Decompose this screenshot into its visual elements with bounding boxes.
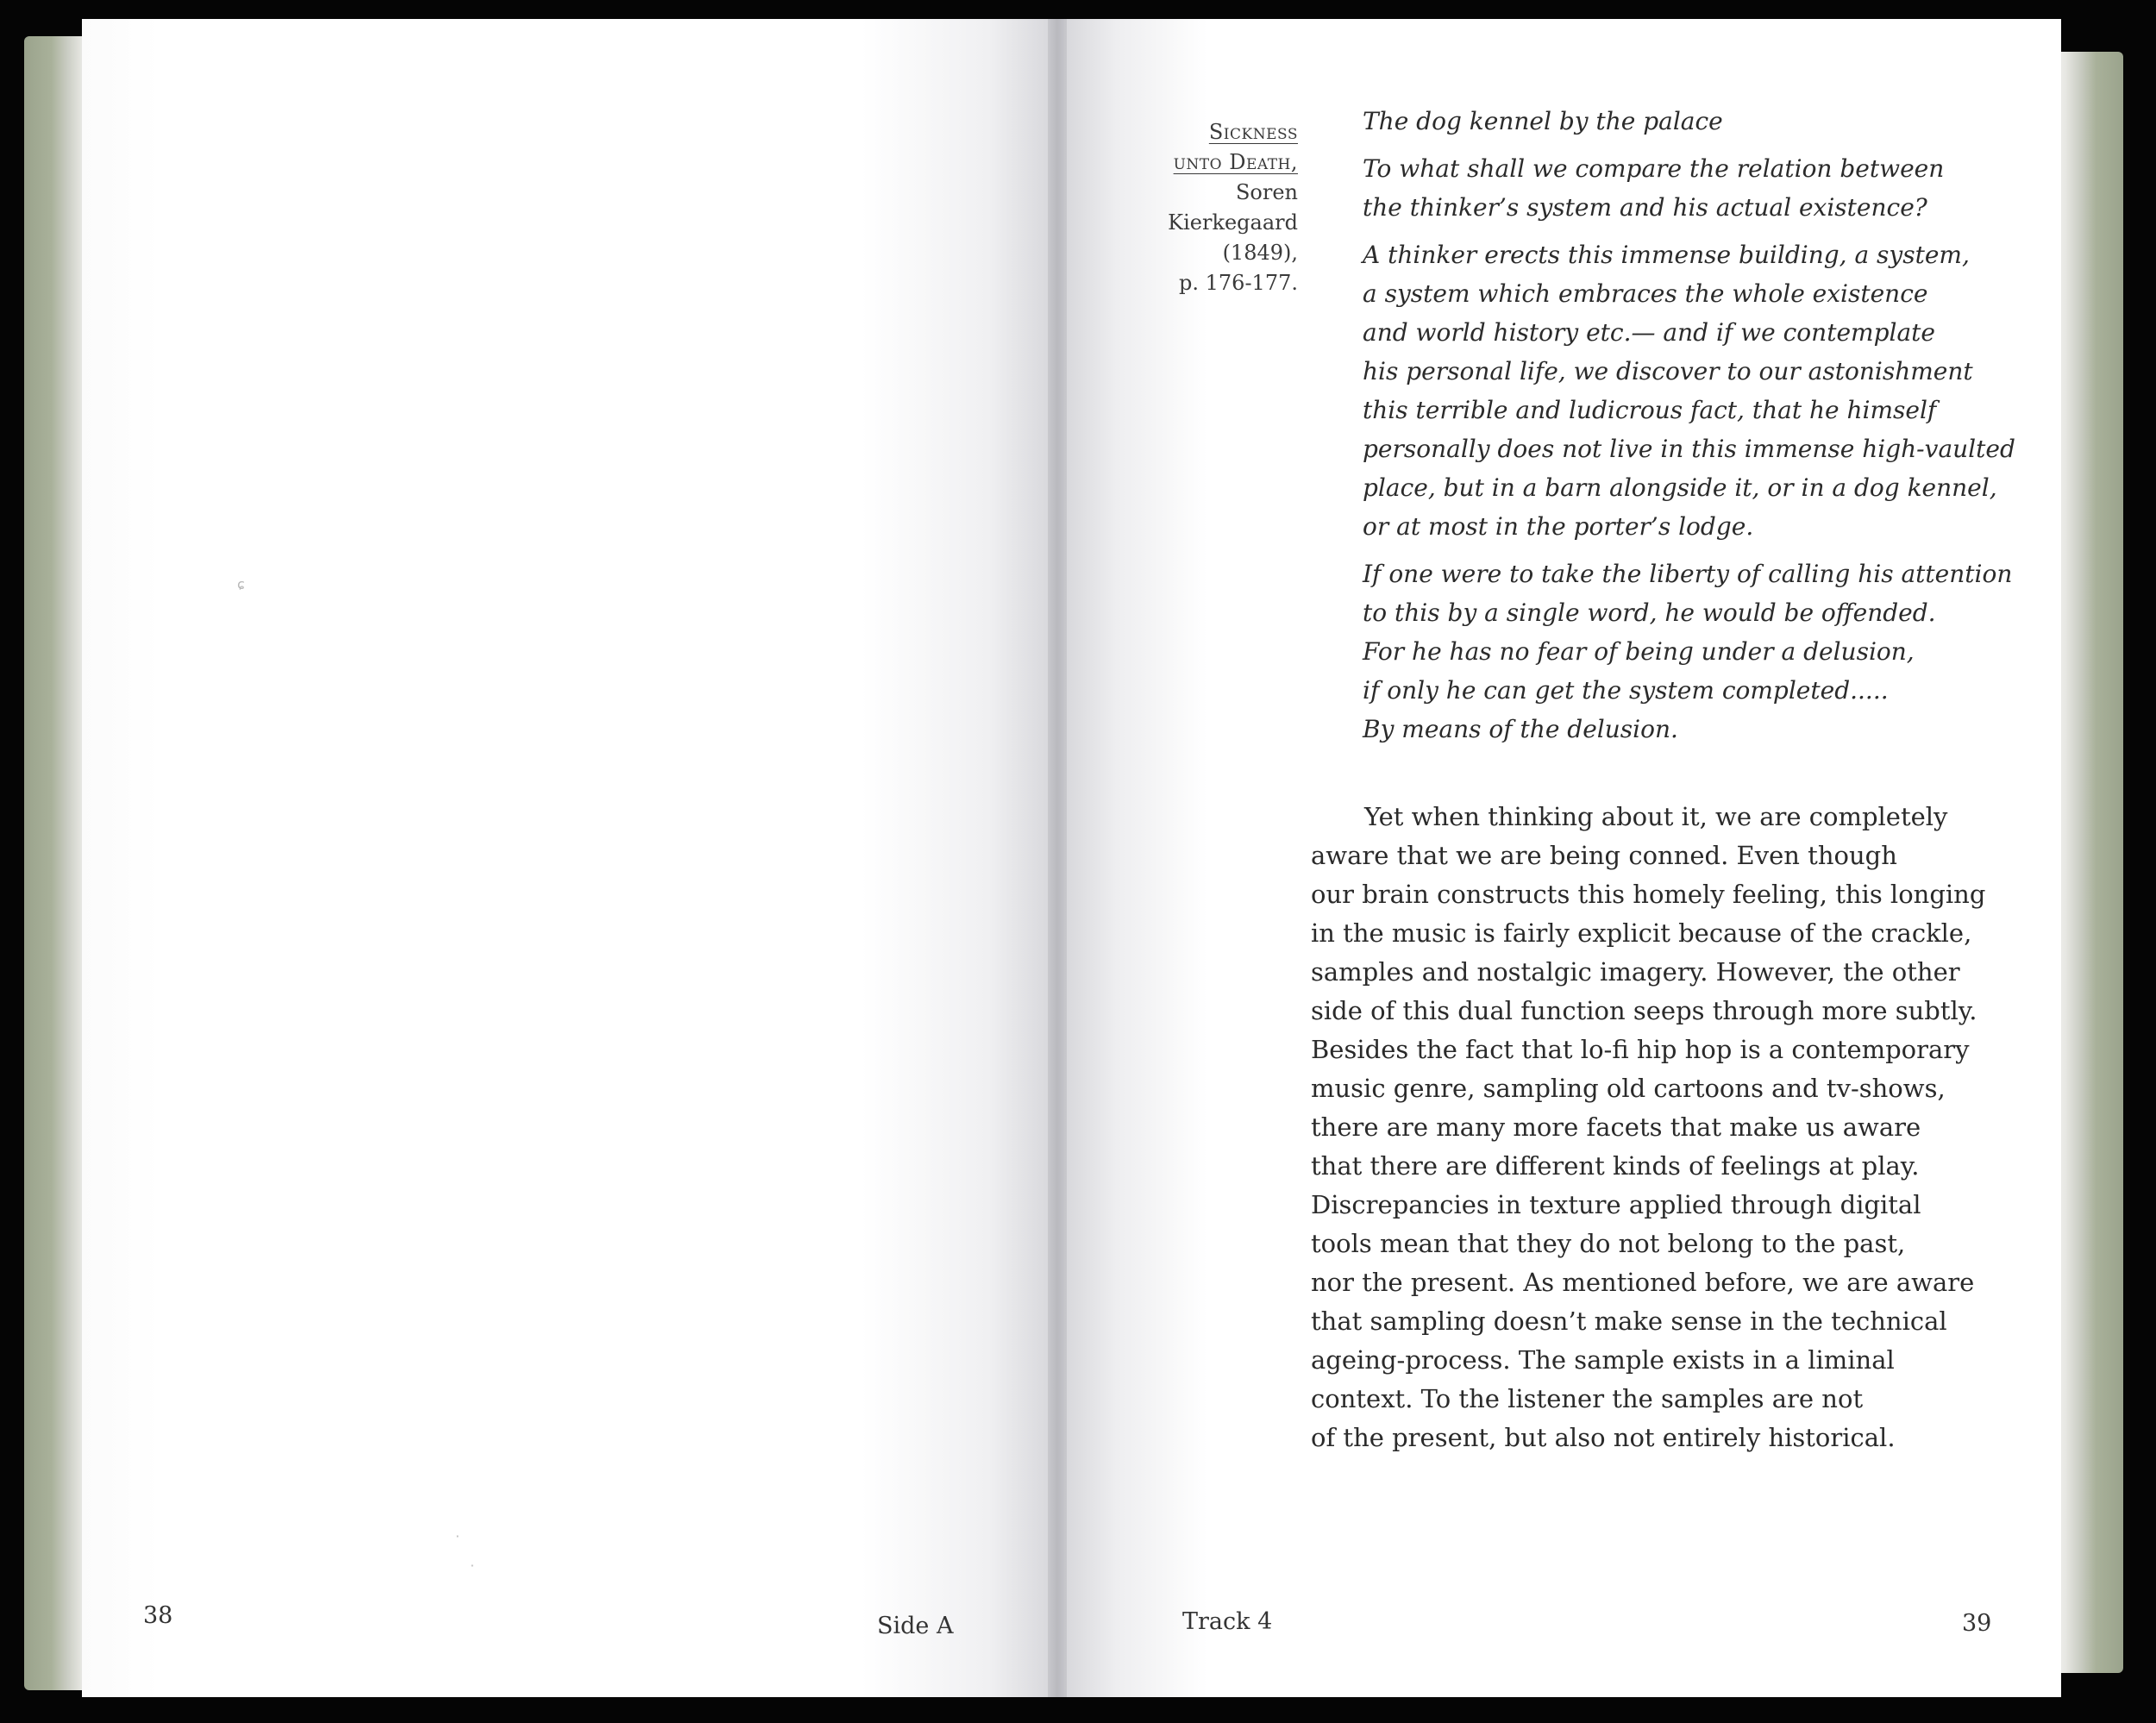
quote-line: to this by a single word, he would be offended.: [1363, 598, 1936, 627]
citation-title-line: unto Death,: [1173, 150, 1298, 174]
body-line: of the present, but also not entirely historical.: [1311, 1423, 1896, 1452]
body-line: Besides the fact that lo-fi hip hop is a contemporary: [1311, 1035, 1970, 1064]
quote-line: or at most in the porter’s lodge.: [1363, 512, 1754, 541]
quote-line: A thinker erects this immense building, a system,: [1363, 241, 1970, 269]
quote-line: a system which embraces the whole existence: [1363, 279, 1928, 308]
quote-line: place, but in a barn alongside it, or in a dog kennel,: [1363, 473, 1997, 502]
right-running-footer: Track 4: [1182, 1608, 1273, 1635]
quote-line: To what shall we compare the relation between: [1363, 154, 1945, 183]
quote-paragraph: [1363, 149, 2018, 227]
paper-speck: ·: [455, 1528, 461, 1544]
body-line: context. To the listener the samples are not: [1311, 1384, 1864, 1413]
quote-line: the thinker’s system and his actual existence?: [1363, 193, 1927, 222]
body-line: nor the present. As mentioned before, we are aware: [1311, 1268, 1975, 1297]
left-page: [82, 19, 1056, 1697]
body-line: in the music is fairly explicit because of the crackle,: [1311, 918, 1972, 948]
quote-line: and world history etc.— and if we contemplate: [1363, 318, 1935, 347]
body-line: there are many more facets that make us aware: [1311, 1112, 1921, 1142]
quote-paragraph: [1363, 235, 2018, 546]
quote-line: By means of the delusion.: [1363, 715, 1678, 743]
quote-line: personally does not live in this immense high-vaulted: [1363, 435, 2015, 463]
citation-line: (1849),: [1222, 241, 1298, 265]
quote-line: his personal life, we discover to our astonishment: [1363, 357, 1973, 385]
citation-line: Kierkegaard: [1168, 210, 1298, 235]
quote-paragraph: [1363, 554, 2018, 749]
citation-line: p. 176-177.: [1179, 271, 1298, 295]
quote-line: if only he can get the system completed.....: [1363, 676, 1889, 705]
body-line: samples and nostalgic imagery. However, the other: [1311, 957, 1960, 987]
quote-line: this terrible and ludicrous fact, that he himself: [1363, 396, 1937, 424]
body-line: Discrepancies in texture applied through digital: [1311, 1190, 1921, 1219]
book-gutter: [1048, 19, 1067, 1697]
citation-line: Soren: [1235, 180, 1298, 204]
citation-title-line: Sickness: [1208, 120, 1298, 144]
quote-paragraph: [1363, 102, 2018, 141]
paper-speck: ɕ: [237, 576, 245, 592]
citation-sidenote: [1117, 117, 1298, 298]
quote-line: For he has no fear of being under a delusion,: [1363, 637, 1915, 666]
body-line: side of this dual function seeps through more subtly.: [1311, 996, 1977, 1025]
body-line: our brain constructs this homely feeling, this longing: [1311, 880, 1986, 909]
left-running-footer: Side A: [877, 1613, 954, 1639]
paper-speck: ·: [470, 1557, 475, 1574]
quote-line: The dog kennel by the palace: [1363, 107, 1723, 135]
body-line: that sampling doesn’t make sense in the technical: [1311, 1306, 1947, 1336]
body-line: that there are different kinds of feelings at play.: [1311, 1151, 1920, 1181]
quote-line: If one were to take the liberty of calling his attention: [1363, 560, 2013, 588]
body-line: tools mean that they do not belong to the past,: [1311, 1229, 1906, 1258]
right-page-number: 39: [1962, 1610, 1992, 1637]
body-line: Yet when thinking about it, we are completely: [1364, 802, 1948, 831]
left-page-number: 38: [143, 1602, 173, 1629]
body-paragraph: [1311, 798, 1992, 1457]
body-line: aware that we are being conned. Even though: [1311, 841, 1897, 870]
body-line: music genre, sampling old cartoons and tv-shows,: [1311, 1074, 1946, 1103]
block-quote: [1363, 102, 2018, 757]
body-line: ageing-process. The sample exists in a liminal: [1311, 1345, 1895, 1375]
